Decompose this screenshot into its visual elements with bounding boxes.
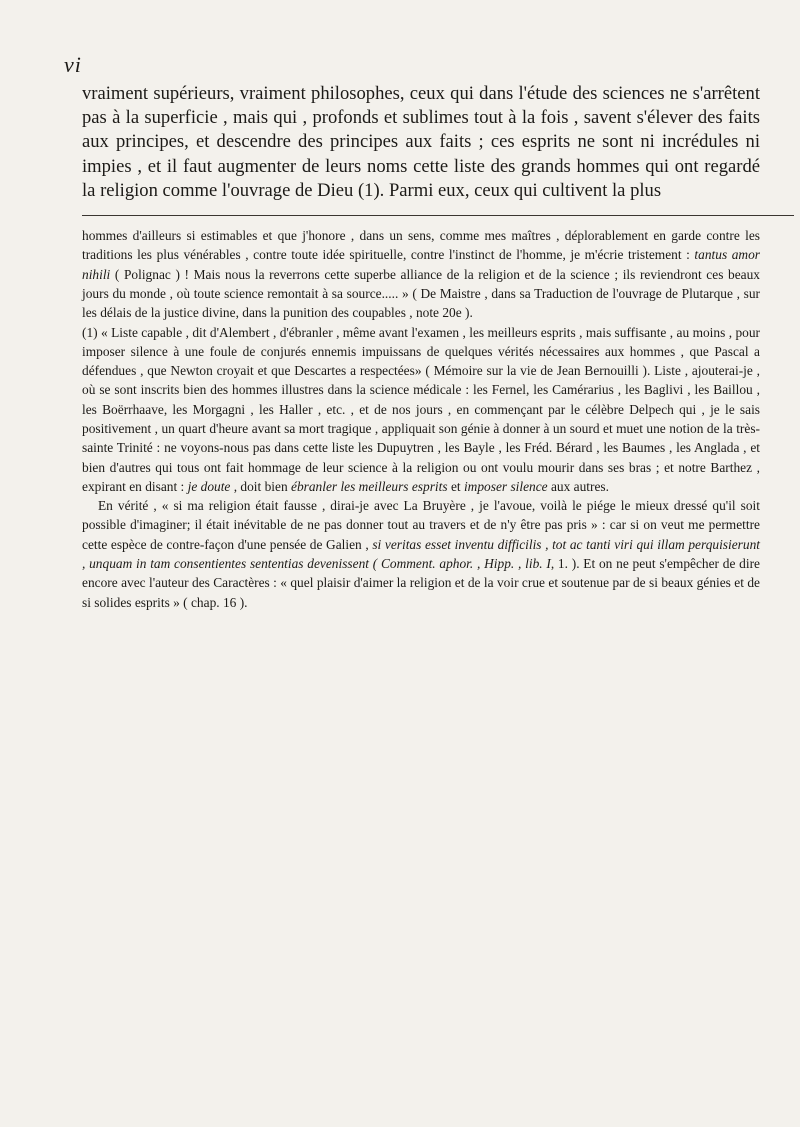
footnotes: [58, 226, 760, 612]
page-number: vi: [64, 52, 82, 77]
footnote-italic: je doute: [187, 478, 231, 494]
footnote-text: En vérité , « si ma religion était fausse , dirai-je avec La Bruyère , je l'avoue, voilà le piége le mieux dressé qu'il soit possible d'imaginer; il était inévitable de ne pas donner tout au travers et de n'y être pas pris » : car si on veut me permettre cette espèce de contre-façon d'une pensée de Galien ,: [82, 498, 760, 552]
footnote-continuation: [82, 226, 760, 322]
footnote-text: , 1. ). Et on ne peut s'empêcher de dire encore avec l'auteur des Caractères : « quel plaisir d'aimer la religion et de la voir crue et soutenue par de si beaux génies et de si solides esprits » ( chap. 16 ).: [82, 556, 760, 610]
footnote-text: aux autres.: [547, 478, 609, 494]
footnote-1-continued: [82, 496, 760, 612]
footnote-italic: imposer silence: [463, 478, 548, 494]
footnote-text: et: [447, 478, 464, 494]
footnote-text: hommes d'ailleurs si estimables et que j'honore , dans un sens, comme mes maîtres , déplorablement en garde contre les traditions les plus vénérables , contre toute idée spirituelle, contre l'instinct de l'homme, je m'écrie tristement :: [82, 228, 760, 263]
footnote-text: , doit bien: [230, 478, 291, 494]
main-text: vraiment supérieurs, vraiment philosophes, ceux qui dans l'étude des sciences ne s'arrêtent pas à la superficie , mais qui , profonds et sublimes tout à la fois , savent s'élever des faits aux principes, et descendre des principes aux faits ; ces esprits ne sont ni incrédules ni impies , et il faut augmenter de leurs noms cette liste des grands hommes qui ont regardé la religion comme l'ouvrage de Dieu (1). Parmi eux, ceux qui cultivent la plus: [82, 83, 760, 201]
footnote-1: [82, 323, 760, 497]
footnote-latin-quote: si veritas esset inventu difficilis , tot ac tanti viri qui illam perquisierunt , unquam in tam consentientes sententias devenissent ( Comment. aphor. , Hipp. , lib. I: [82, 536, 761, 572]
footnote-mark: (1): [82, 324, 98, 340]
footnote-separator: [82, 215, 794, 216]
footnote-italic: ébranler les meilleurs esprits: [291, 478, 448, 494]
footnote-text: « Liste capable , dit d'Alembert , d'ébranler , même avant l'examen , les meilleurs esprits , mais suffisante , au moins , pour imposer silence à une foule de conjurés ennemis impuissans de quelques vérités nécessaires aux hommes , que Pascal a défendues , que Newton croyait et que Descartes a respectées» ( Mémoire sur la vie de Jean Bernouilli ). Liste , ajouterai-je , où se sont inscrits bien des hommes illustres dans la science médicale : les Fernel, les Camérarius , les Baglivi , les Baillou , les Boërrhaave, les Morgagni , les Haller , etc. , et de nos jours , en commençant par le célèbre Delpech qui , je le sais positivement , un quart d'heure avant sa mort tragique , appliquait son génie à donner à un sourd et muet une notion de la très-sainte Trinité : ne voyons-nous pas dans cette liste les Dupuytren , les Bayle , les Fréd. Bérard , les Baumes , les Anglada , et bien d'autres qui tous ont fait hommage de leur science à la religion ou ont voulu mourir dans ses bras ; et notre Barthez , expirant en disant :: [82, 324, 760, 494]
footnote-italic: tantus amor nihili: [82, 247, 760, 282]
footnote-text: ( Polignac ) ! Mais nous la reverrons cette superbe alliance de la religion et de la science ; ils reviendront ces beaux jours du monde , où toute science remontait à sa source..... » ( De Maistre , dans sa Traduction de l'ouvrage de Plutarque , sur les délais de la justice divine, dans la punition des coupables , note 20e ).: [82, 266, 760, 321]
